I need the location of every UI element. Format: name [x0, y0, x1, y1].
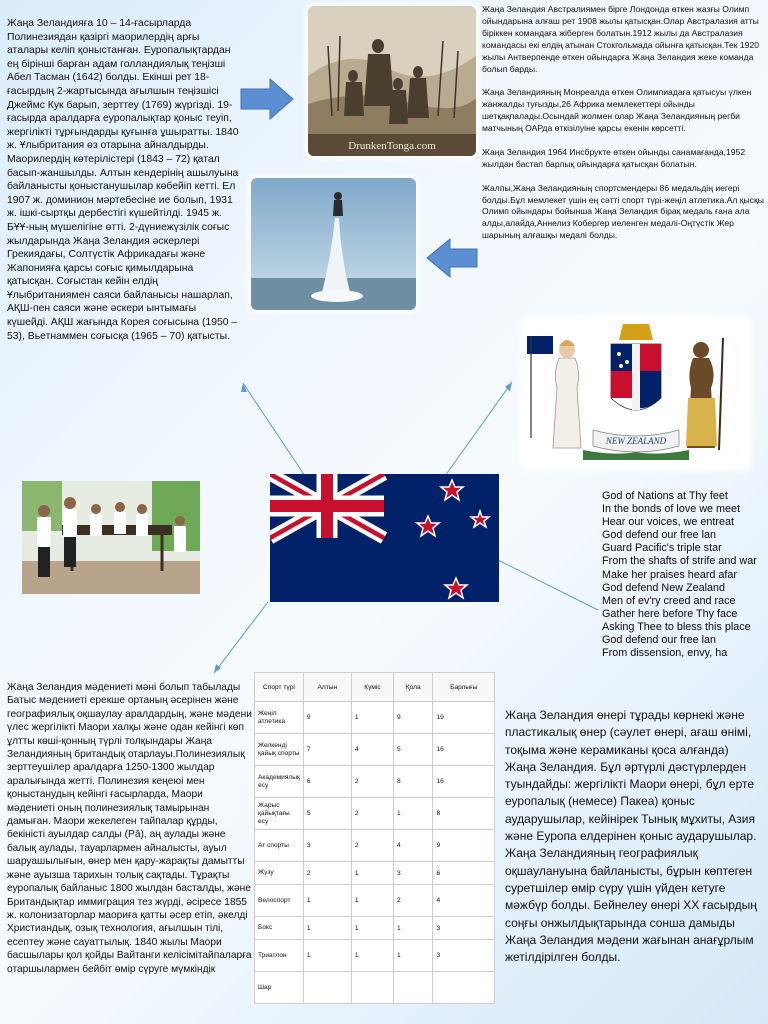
table-cell: 3	[433, 917, 495, 940]
new-zealand-flag	[270, 474, 499, 602]
anthem-line: God defend our free lan	[602, 634, 717, 647]
table-cell: 6	[303, 766, 351, 798]
table-cell: 1	[394, 917, 433, 940]
table-cell: 1	[351, 862, 393, 885]
table-cell: 1	[303, 940, 351, 972]
table-cell: Жеңіл атлетика	[255, 702, 304, 734]
column-header: Күміс	[351, 673, 393, 702]
anthem-line: In the bonds of love we meet	[602, 503, 741, 516]
table-cell	[351, 972, 393, 1004]
column-header: Барлығы	[433, 673, 495, 702]
connector-line-coat	[445, 382, 512, 476]
table-header-row	[255, 673, 495, 702]
table-cell: 1	[351, 940, 393, 972]
connector-line-anthem	[498, 560, 598, 610]
art-text: Жаңа Зеландия өнері тұрады көрнекі және пластикалық өнер (сәулет өнері, ағаш өнімі, тоқыма және керамиканы қоса алғанда) Жаңа Зеландия. Бұл әртүрлі дәстүрлерден туындайды: жергілікті Маори өнері, бұл ерте еуропалық (немесе) Пакеа) қоныс аударушылар, кейінірек Тынық мұхиты, Азия және Еуропа елдерінен қоныс аударушылар. Жаңа Зеландияның географиялық оқшаулануына байланысты, бұрын көптеген суретшілер өмір сүру үшін үйден кетуге мәжбүр болды. Бейнелеу өнері XX ғасырдың соңғы онжылдықтарында сонша дамыды Жаңа Зеландия мәдени жағынан анағұрлым жетілдірілген болды.	[505, 708, 757, 965]
table-cell: Желкенді қайық спорты	[255, 734, 304, 766]
table-row	[255, 972, 495, 1004]
table-cell: 8	[394, 766, 433, 798]
coat-banner-label: NEW ZEALAND	[605, 436, 667, 446]
table-cell: 1	[394, 798, 433, 830]
anthem-line: God defend our free lan	[602, 529, 717, 542]
anthem-line: God defend New Zealand	[602, 581, 726, 594]
table-cell: 2	[303, 862, 351, 885]
table-cell: 5	[394, 734, 433, 766]
table-row	[255, 734, 495, 766]
table-row	[255, 940, 495, 972]
table-row	[255, 830, 495, 862]
table-cell: 4	[351, 734, 393, 766]
table-cell: 6	[433, 862, 495, 885]
table-cell: 9	[433, 830, 495, 862]
table-row	[255, 885, 495, 917]
flyboard-water-jet-image	[251, 178, 416, 310]
table-cell: 9	[394, 702, 433, 734]
table-row	[255, 766, 495, 798]
maori-history-image	[308, 6, 476, 156]
table-row	[255, 917, 495, 940]
anthem-line: Gather here before Thy face	[602, 607, 738, 620]
photo-caption: DrunkenTonga.com	[348, 140, 436, 152]
anthem-line: From dissension, envy, ha	[602, 647, 728, 660]
column-header: Алтын	[303, 673, 351, 702]
anthem-line: Men of ev'ry creed and race	[602, 594, 736, 607]
olympics-text: Жаңа Зеландия Австралиямен бірге Лондонда өткен жазғы Олимп ойындарына алғаш рет 1908 жылы қатысқан.Олар Австралазия атты біріккен командаға жіберген болатын.1912 жылы да Австралазия командасы екі елдің атынан Стокгольмада ойынға қатысқан.Тек 1920 жылы Антверпенде өткен ойындарға Жаңа Зеландия жеке команда болып барды. Жаңа Зеландияның Монреалда өткен Олимпиадаға қатысуы үлкен жанжалды туғызды,26 Африка мемлекеттері ойынды шетқақпалады.Осындай жолмен олар Жаңа Зеландияның регби матчының ОАРда өткізілуіне қарсы екенін көрсетті. Жаңа Зеландия 1964 Инсбрукте өткен ойынды санамағанда,1952 жылдан бастап барлық ойындарға қатысқан болатын. Жалпы,Жаңа Зеландияның спортсмендеры 86 медальдің иегері болды.Бұл мемлекет үшін ең сәтті спорт түрі-жеңіл атлетика.Ал қысқы Олимп ойындары бойынша Жаңа Зеландия бірақ медаль ғана ала алды,алайда,Аннелиз Кобергер иеленген медалі-Оңтүстік Жер шарының алғашқы медалі болды.	[482, 4, 764, 241]
anthem-lyrics	[602, 490, 768, 660]
connector-arrowhead	[505, 382, 512, 391]
table-cell: 2	[394, 885, 433, 917]
table-cell: Жүзу	[255, 862, 304, 885]
left-arrow-icon	[426, 238, 478, 278]
anthem-line: Make her praises heard afar	[602, 568, 738, 581]
table-cell: 2	[351, 766, 393, 798]
connector-arrowhead	[214, 664, 221, 673]
table-cell: 16	[433, 734, 495, 766]
table-cell: 1	[394, 940, 433, 972]
table-cell	[303, 972, 351, 1004]
column-header: Спорт түрі	[255, 673, 304, 702]
table-cell: 16	[433, 766, 495, 798]
table-cell: Велоспорт	[255, 885, 304, 917]
table-cell: 8	[433, 798, 495, 830]
culture-text: Жаңа Зеландия мәдениеті мәні болып табылады Батыс мәдениеті ерекше ортаның әсерінен және географиялық оқшаулау аралдардың, және мәдени үлес жергілікті Маори халқы және одан кейінгі көп ұлтты көші-қонның түрлі толқындары Жаңа Зеландияның британдық отарлауы.Полинезиялық зерттеушілер аралдарға 1250-1300 жылдар аралығында жетті. Полинезия кеңеюі мен қоныстанудың кейінгі ғасырларда, Маори мәдениеті оның полинезиялық тамырынан дамыған. Маори жекелеген тайпалар құрды, бекіністі ауылдар салды (Pā), аң аулады және балық аулады, тауарлармен айналысты, ауыл шаруашылығын, өнер мен қару-жарақты дамытты және ауызша тарихын толық сақтады. Тұрақты еуропалық байланыс 1800 жылдан басталды, және Британдықтар иммиграция тез жүрді, әсіресе 1855 ж. колонизаторлар маориға қатты әсер етіп, әкелді Христиандық, озық технология, ағылшын тілі, есептеу және сауаттылық. 1840 жылы Маори басшылары қол қойды Вайтанги келісімітайпаларға отаршылармен бейбіт өмір сүруге мүмкіндік	[7, 682, 252, 975]
table-cell: 2	[351, 798, 393, 830]
table-row	[255, 862, 495, 885]
table-cell: 4	[394, 830, 433, 862]
table-cell: 3	[303, 830, 351, 862]
column-header: Қола	[394, 673, 433, 702]
table-cell: 7	[303, 734, 351, 766]
anthem-line: Guard Pacific's triple star	[602, 542, 722, 555]
table-cell: Триатлон	[255, 940, 304, 972]
anthem-line: Asking Thee to bless this place	[602, 620, 751, 633]
table-cell: 1	[351, 917, 393, 940]
table-cell: 1	[303, 885, 351, 917]
table-cell: 2	[351, 830, 393, 862]
table-cell: Ат спорты	[255, 830, 304, 862]
anthem-line: Hear our voices, we entreat	[602, 516, 735, 529]
connector-arrowhead	[241, 383, 247, 392]
table-cell: Шар	[255, 972, 304, 1004]
table-cell: Академиялық есу	[255, 766, 304, 798]
connector-line-history	[243, 383, 305, 476]
table-row	[255, 702, 495, 734]
history-text: Жаңа Зеландияға 10 – 14-ғасырларда Полинезиядан қазіргі маорилердің арғы аталары келіп қоныстанған. Еуропалықтардан ең бірінші барған адам голландиялық теңізші Абел Тасман (1642) болды. Екінші рет 18-ғасырдың 2-жартысында ағылшын теңізшісі Джеймс Кук барып, зерттеу (1769) жүргізді. 19-ғасырда аралдарға еуропалықтар қоныс теуіп, жергілікті тұрғындарды қуғынға ұшыратты. 1840 ж. Ұлыбритания өз отарына айналдырды. Маорилердің көтерілістері (1843 – 72) қатал басып-жаншылды. Алтын кендерінің ашылуына байланысты қоныстанушылар көбейіп кетті. Ел 1907 ж. доминион мәртебесіне ие болып, 1931 ж. ішкі-сыртқы дербестігі күшейтілді. 1945 ж. БҰҰ-ның мүшелігіне өтті. 2-дүниежүзілік соғыс жылдарында Жаңа Зеландия әскерлері Грекиядағы, Солтүстік Африкадағы және Жапонияға қарсы соғыс қимылдарына қатысқан. Соғыстан кейін елдің Ұлыбританиямен саяси байланысы нашарлап, АҚШ-пен саяси және әскери ынтымағы күшейді. АҚШ жағында Корея соғысына (1950 – 53), Вьетнаммен соғысқа (1965 – 70) қатысты.	[7, 18, 239, 342]
marimba-band-image	[22, 481, 200, 594]
table-cell: 1	[351, 702, 393, 734]
table-cell: 19	[433, 702, 495, 734]
table-cell: 3	[433, 940, 495, 972]
anthem-line: From the shafts of strife and war	[602, 555, 757, 568]
anthem-line: God of Nations at Thy feet	[602, 490, 728, 502]
table-cell: 3	[394, 862, 433, 885]
table-cell: 1	[303, 917, 351, 940]
right-arrow-icon	[240, 78, 294, 120]
table-cell	[394, 972, 433, 1004]
table-cell: Жарыс қайықтағы есу	[255, 798, 304, 830]
table-cell: 4	[433, 885, 495, 917]
table-cell	[433, 972, 495, 1004]
table-cell: 5	[303, 798, 351, 830]
connector-line-culture	[214, 602, 268, 673]
table-cell: 1	[351, 885, 393, 917]
table-row	[255, 798, 495, 830]
table-cell: 9	[303, 702, 351, 734]
coat-of-arms-image	[523, 318, 749, 468]
medal-table	[254, 672, 495, 1004]
table-cell: Бокс	[255, 917, 304, 940]
